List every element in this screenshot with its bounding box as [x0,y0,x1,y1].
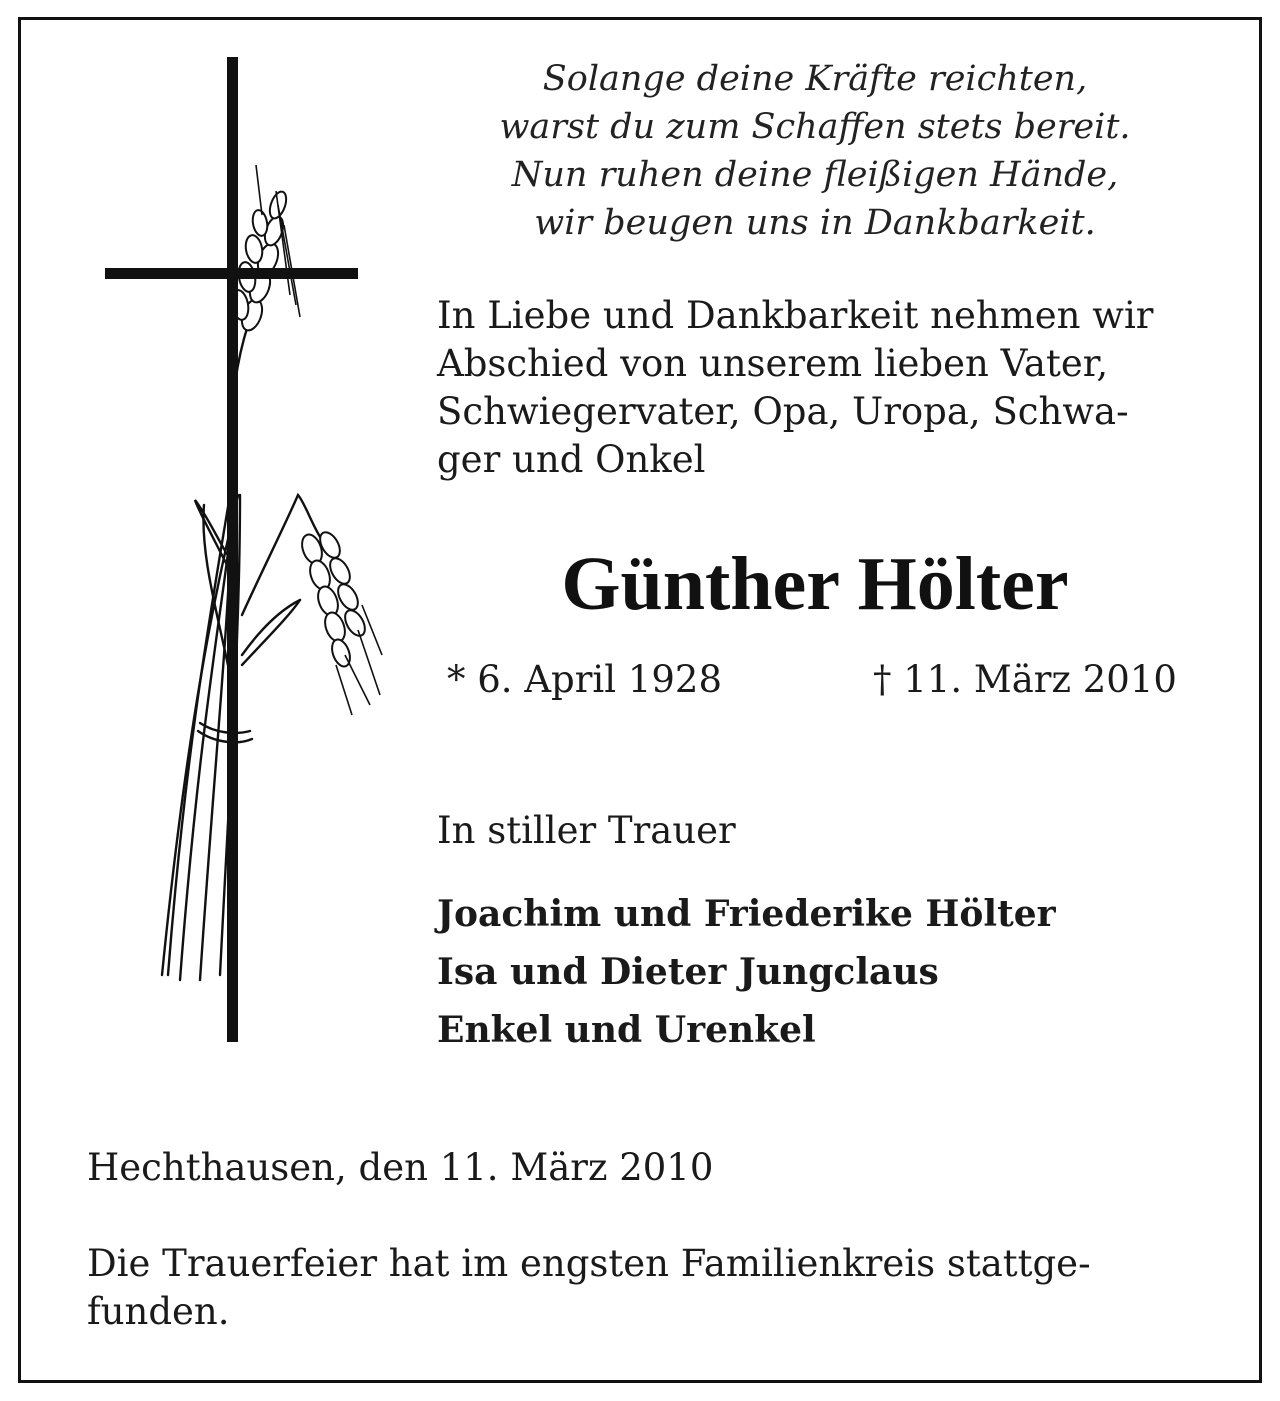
poem-verse [430,55,1200,247]
poem-line: wir beugen uns in Dankbarkeit. [534,203,1096,243]
note-line: funden. [87,1290,230,1333]
intro-line: ger und Onkel [437,438,706,481]
note-line: Die Trauerfeier hat im engsten Familienkreis stattge- [87,1242,1091,1285]
family-list [437,885,1056,1059]
intro-line: In Liebe und Dankbarkeit nehmen wir [437,294,1154,337]
poem-line: warst du zum Schaffen stets bereit. [499,107,1131,147]
death-date: † 11. März 2010 [873,658,1177,701]
intro-line: Schwiegervater, Opa, Uropa, Schwa- [437,390,1129,433]
poem-line: Nun ruhen deine fleißigen Hände, [511,155,1119,195]
family-member: Isa und Dieter Jungclaus [437,951,939,993]
family-member: Joachim und Friederike Hölter [437,893,1056,935]
mourning-heading: In stiller Trauer [437,809,736,852]
family-member: Enkel und Urenkel [437,1009,816,1051]
poem-line: Solange deine Kräfte reichten, [542,59,1088,99]
deceased-name: Günther Hölter [561,542,1069,626]
birth-date: * 6. April 1928 [447,658,723,701]
place-date: Hechthausen, den 11. März 2010 [87,1146,714,1189]
cross-with-wheat-icon [100,55,390,1045]
funeral-note [87,1240,1091,1336]
intro-text [437,292,1153,484]
intro-line: Abschied von unserem lieben Vater, [437,342,1109,385]
